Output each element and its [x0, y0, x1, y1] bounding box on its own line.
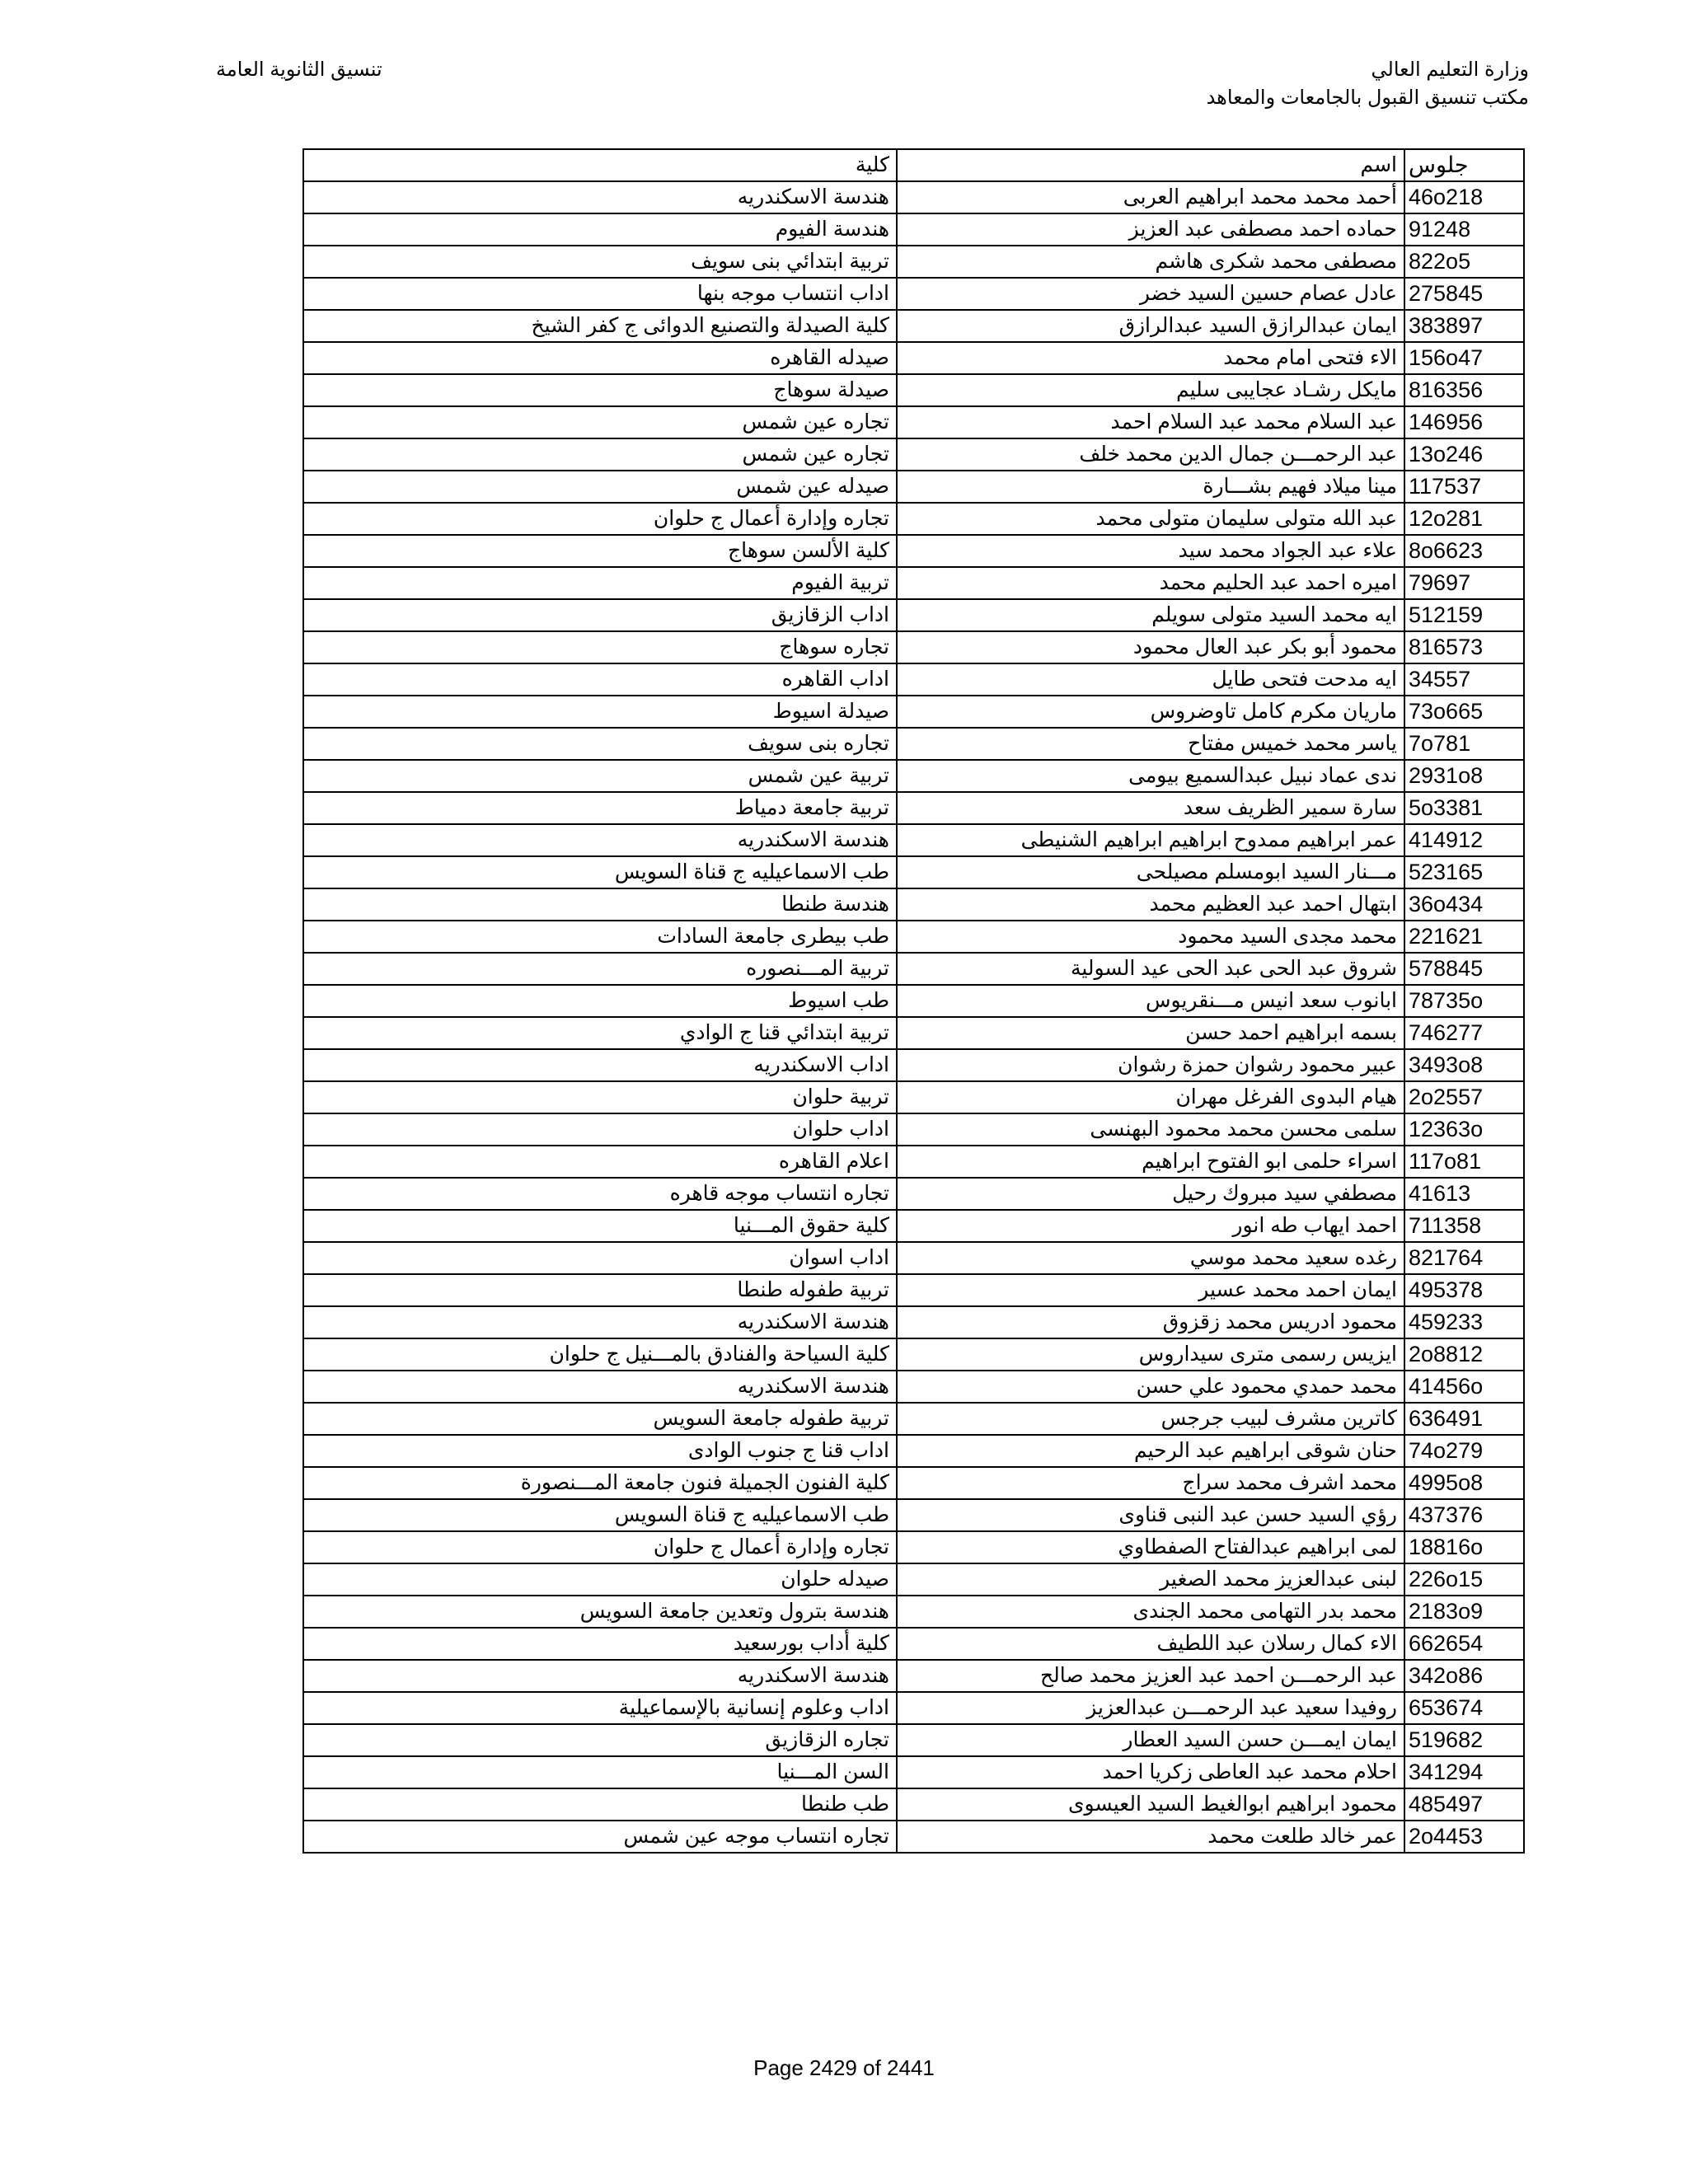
seat-number-cell: 2183o9	[1404, 1596, 1524, 1628]
table-row	[303, 1628, 1524, 1660]
seat-number-cell: 13o246	[1404, 438, 1524, 471]
faculty-cell: اعلام القاهره	[303, 1146, 897, 1178]
table-row	[303, 696, 1524, 728]
name-cell: محمود ادريس محمد زقزوق	[897, 1306, 1404, 1338]
table-row	[303, 792, 1524, 824]
name-cell: محمد اشرف محمد سراج	[897, 1467, 1404, 1499]
table-row	[303, 985, 1524, 1017]
name-cell: حنان شوقى ابراهيم عبد الرحيم	[897, 1435, 1404, 1467]
name-cell: مـــنار السيد ابومسلم مصيلحى	[897, 856, 1404, 888]
table-row	[303, 1531, 1524, 1563]
seat-number-cell: 73o665	[1404, 696, 1524, 728]
name-cell: بسمه ابراهيم احمد حسن	[897, 1017, 1404, 1049]
ministry-header	[1207, 56, 1529, 112]
seat-number-cell: 117537	[1404, 471, 1524, 503]
faculty-cell: صيدله حلوان	[303, 1563, 897, 1596]
name-cell: ايه محمد السيد متولى سويلم	[897, 599, 1404, 631]
seat-number-cell: 3493o8	[1404, 1049, 1524, 1081]
faculty-cell: اداب الاسكندريه	[303, 1049, 897, 1081]
seat-number-cell: 18816o	[1404, 1531, 1524, 1563]
seat-number-cell: 578845	[1404, 953, 1524, 985]
name-cell: عادل عصام حسين السيد خضر	[897, 278, 1404, 310]
faculty-cell: اداب القاهره	[303, 663, 897, 696]
faculty-cell: تجاره بنى سويف	[303, 728, 897, 760]
name-cell: عمر ابراهيم ممدوح ابراهيم ابراهيم الشنيطى	[897, 824, 1404, 856]
faculty-cell: تجاره سوهاج	[303, 631, 897, 663]
table-row	[303, 213, 1524, 246]
name-cell: محمود أبو بكر عبد العال محمود	[897, 631, 1404, 663]
seat-number-cell: 519682	[1404, 1724, 1524, 1756]
name-cell: اميره احمد عبد الحليم محمد	[897, 567, 1404, 599]
table-row	[303, 1242, 1524, 1274]
seat-number-cell: 7o781	[1404, 728, 1524, 760]
table-row	[303, 1146, 1524, 1178]
seat-number-cell: 341294	[1404, 1756, 1524, 1788]
name-cell: اسراء حلمى ابو الفتوح ابراهيم	[897, 1146, 1404, 1178]
table-row	[303, 406, 1524, 438]
seat-number-cell: 91248	[1404, 213, 1524, 246]
table-row	[303, 1017, 1524, 1049]
seat-number-cell: 156o47	[1404, 342, 1524, 374]
seat-number-cell: 383897	[1404, 310, 1524, 342]
office-title: مكتب تنسيق القبول بالجامعات والمعاهد	[1206, 87, 1529, 109]
name-cell: هيام البدوى الفرغل مهران	[897, 1081, 1404, 1113]
table-row	[303, 1338, 1524, 1371]
faculty-cell: صيدلة سوهاج	[303, 374, 897, 406]
faculty-cell: هندسة الاسكندريه	[303, 824, 897, 856]
table-row	[303, 374, 1524, 406]
table-row	[303, 663, 1524, 696]
seat-number-cell: 822o5	[1404, 246, 1524, 278]
seat-number-cell: 2931o8	[1404, 760, 1524, 792]
name-cell: ايه مدحت فتحى طايل	[897, 663, 1404, 696]
name-cell: رغده سعيد محمد موسي	[897, 1242, 1404, 1274]
table-header-row	[303, 149, 1524, 181]
seat-number-cell: 226o15	[1404, 1563, 1524, 1596]
name-cell: محمد مجدى السيد محمود	[897, 921, 1404, 953]
faculty-cell: اداب انتساب موجه بنها	[303, 278, 897, 310]
table-row	[303, 1274, 1524, 1306]
name-cell: عبد السلام محمد عبد السلام احمد	[897, 406, 1404, 438]
seat-number-cell: 41613	[1404, 1178, 1524, 1210]
seat-number-cell: 5o3381	[1404, 792, 1524, 824]
column-header-seat: جلوس	[1404, 149, 1524, 181]
faculty-cell: تجاره انتساب موجه قاهره	[303, 1178, 897, 1210]
seat-number-cell: 816573	[1404, 631, 1524, 663]
table-row	[303, 567, 1524, 599]
table-row	[303, 728, 1524, 760]
column-header-name: اسم	[897, 149, 1404, 181]
name-cell: مايكل رشـاد عجايبى سليم	[897, 374, 1404, 406]
table-row	[303, 471, 1524, 503]
faculty-cell: هندسة الفيوم	[303, 213, 897, 246]
seat-number-cell: 636491	[1404, 1403, 1524, 1435]
name-cell: ايمان ايمـــن حسن السيد العطار	[897, 1724, 1404, 1756]
seat-number-cell: 41456o	[1404, 1371, 1524, 1403]
table-row	[303, 1371, 1524, 1403]
faculty-cell: تجاره عين شمس	[303, 438, 897, 471]
table-row	[303, 342, 1524, 374]
faculty-cell: تربية الفيوم	[303, 567, 897, 599]
seat-number-cell: 2o2557	[1404, 1081, 1524, 1113]
table-row	[303, 503, 1524, 535]
name-cell: أحمد محمد محمد ابراهيم العربى	[897, 181, 1404, 213]
table-row	[303, 310, 1524, 342]
name-cell: شروق عبد الحى عبد الحى عيد السولية	[897, 953, 1404, 985]
faculty-cell: تربية عين شمس	[303, 760, 897, 792]
table-row	[303, 1113, 1524, 1146]
table-row	[303, 246, 1524, 278]
seat-number-cell: 437376	[1404, 1499, 1524, 1531]
faculty-cell: اداب حلوان	[303, 1113, 897, 1146]
faculty-cell: هندسة الاسكندريه	[303, 1306, 897, 1338]
faculty-cell: تربية المـــنصوره	[303, 953, 897, 985]
faculty-cell: تربية جامعة دمياط	[303, 792, 897, 824]
name-cell: ابانوب سعد انيس مـــنقريوس	[897, 985, 1404, 1017]
faculty-cell: كلية الفنون الجميلة فنون جامعة المـــنصورة	[303, 1467, 897, 1499]
name-cell: ماريان مكرم كامل تاوضروس	[897, 696, 1404, 728]
name-cell: محمود ابراهيم ابوالغيط السيد العيسوى	[897, 1788, 1404, 1821]
table-row	[303, 824, 1524, 856]
table-row	[303, 953, 1524, 985]
faculty-cell: كلية حقوق المـــنيا	[303, 1210, 897, 1242]
table-row	[303, 856, 1524, 888]
faculty-cell: اداب اسوان	[303, 1242, 897, 1274]
seat-number-cell: 512159	[1404, 599, 1524, 631]
table-row	[303, 1724, 1524, 1756]
table-row	[303, 1788, 1524, 1821]
faculty-cell: تربية ابتدائي قنا ج الوادي	[303, 1017, 897, 1049]
table-row	[303, 535, 1524, 567]
seat-number-cell: 523165	[1404, 856, 1524, 888]
seat-number-cell: 653674	[1404, 1692, 1524, 1724]
seat-number-cell: 711358	[1404, 1210, 1524, 1242]
name-cell: ندى عماد نبيل عبدالسميع بيومى	[897, 760, 1404, 792]
seat-number-cell: 459233	[1404, 1306, 1524, 1338]
table-row	[303, 1467, 1524, 1499]
name-cell: ابتهال احمد عبد العظيم محمد	[897, 888, 1404, 921]
seat-number-cell: 495378	[1404, 1274, 1524, 1306]
seat-number-cell: 12363o	[1404, 1113, 1524, 1146]
faculty-cell: تجاره وإدارة أعمال ج حلوان	[303, 503, 897, 535]
faculty-cell: تجاره عين شمس	[303, 406, 897, 438]
table-row	[303, 1821, 1524, 1853]
name-cell: عبد الله متولى سليمان متولى محمد	[897, 503, 1404, 535]
name-cell: الاء فتحى امام محمد	[897, 342, 1404, 374]
name-cell: رؤي السيد حسن عبد النبى قناوى	[897, 1499, 1404, 1531]
faculty-cell: هندسة الاسكندريه	[303, 1660, 897, 1692]
name-cell: علاء عبد الجواد محمد سيد	[897, 535, 1404, 567]
seat-number-cell: 74o279	[1404, 1435, 1524, 1467]
faculty-cell: تجاره الزقازيق	[303, 1724, 897, 1756]
seat-number-cell: 662654	[1404, 1628, 1524, 1660]
name-cell: مصطفى محمد شكرى هاشم	[897, 246, 1404, 278]
faculty-cell: تجاره وإدارة أعمال ج حلوان	[303, 1531, 897, 1563]
table-row	[303, 1756, 1524, 1788]
name-cell: احلام محمد عبد العاطى زكريا احمد	[897, 1756, 1404, 1788]
table-row	[303, 1499, 1524, 1531]
faculty-cell: طب الاسماعيليه ج قناة السويس	[303, 856, 897, 888]
name-cell: محمد حمدي محمود علي حسن	[897, 1371, 1404, 1403]
name-cell: ايمان عبدالرازق السيد عبدالرازق	[897, 310, 1404, 342]
name-cell: سلمى محسن محمد محمود البهنسى	[897, 1113, 1404, 1146]
name-cell: مينا ميلاد فهيم بشـــارة	[897, 471, 1404, 503]
faculty-cell: كلية أداب بورسعيد	[303, 1628, 897, 1660]
seat-number-cell: 4995o8	[1404, 1467, 1524, 1499]
faculty-cell: هندسة الاسكندريه	[303, 1371, 897, 1403]
seat-number-cell: 746277	[1404, 1017, 1524, 1049]
table-row	[303, 438, 1524, 471]
faculty-cell: هندسة طنطا	[303, 888, 897, 921]
results-table	[302, 148, 1525, 1854]
seat-number-cell: 79697	[1404, 567, 1524, 599]
faculty-cell: كلية الألسن سوهاج	[303, 535, 897, 567]
name-cell: عبد الرحمـــن جمال الدين محمد خلف	[897, 438, 1404, 471]
seat-number-cell: 485497	[1404, 1788, 1524, 1821]
faculty-cell: هندسة الاسكندريه	[303, 181, 897, 213]
faculty-cell: صيدله عين شمس	[303, 471, 897, 503]
table-row	[303, 1210, 1524, 1242]
seat-number-cell: 146956	[1404, 406, 1524, 438]
name-cell: مصطفي سيد مبروك رحيل	[897, 1178, 1404, 1210]
column-header-faculty: كلية	[303, 149, 897, 181]
name-cell: لمى ابراهيم عبدالفتاح الصفطاوي	[897, 1531, 1404, 1563]
seat-number-cell: 275845	[1404, 278, 1524, 310]
name-cell: روفيدا سعيد عبد الرحمـــن عبدالعزيز	[897, 1692, 1404, 1724]
table-row	[303, 921, 1524, 953]
faculty-cell: طب الاسماعيليه ج قناة السويس	[303, 1499, 897, 1531]
name-cell: ايزيس رسمى مترى سيداروس	[897, 1338, 1404, 1371]
faculty-cell: تربية حلوان	[303, 1081, 897, 1113]
seat-number-cell: 34557	[1404, 663, 1524, 696]
faculty-cell: طب بيطرى جامعة السادات	[303, 921, 897, 953]
section-title: تنسيق الثانوية العامة	[216, 59, 382, 81]
results-body	[303, 181, 1524, 1853]
table-row	[303, 1563, 1524, 1596]
name-cell: ياسر محمد خميس مفتاح	[897, 728, 1404, 760]
table-row	[303, 1178, 1524, 1210]
faculty-cell: صيدله القاهره	[303, 342, 897, 374]
page-number: Page 2429 of 2441	[753, 2055, 935, 2080]
faculty-cell: هندسة بترول وتعدين جامعة السويس	[303, 1596, 897, 1628]
table-row	[303, 599, 1524, 631]
table-row	[303, 278, 1524, 310]
faculty-cell: طب طنطا	[303, 1788, 897, 1821]
table-row	[303, 1596, 1524, 1628]
seat-number-cell: 117o81	[1404, 1146, 1524, 1178]
faculty-cell: تجاره انتساب موجه عين شمس	[303, 1821, 897, 1853]
seat-number-cell: 2o8812	[1404, 1338, 1524, 1371]
table-row	[303, 1049, 1524, 1081]
ministry-title: وزارة التعليم العالي	[1371, 59, 1529, 81]
table-row	[303, 1692, 1524, 1724]
faculty-cell: السن المـــنيا	[303, 1756, 897, 1788]
faculty-cell: كلية الصيدلة والتصنيع الدوائى ج كفر الشيخ	[303, 310, 897, 342]
name-cell: محمد بدر التهامى محمد الجندى	[897, 1596, 1404, 1628]
seat-number-cell: 8o6623	[1404, 535, 1524, 567]
seat-number-cell: 414912	[1404, 824, 1524, 856]
table-row	[303, 760, 1524, 792]
table-row	[303, 1660, 1524, 1692]
table-row	[303, 1435, 1524, 1467]
name-cell: كاترين مشرف لبيب جرجس	[897, 1403, 1404, 1435]
faculty-cell: تربية طفوله طنطا	[303, 1274, 897, 1306]
table-row	[303, 888, 1524, 921]
name-cell: احمد ايهاب طه انور	[897, 1210, 1404, 1242]
table-row	[303, 1403, 1524, 1435]
faculty-cell: تربية ابتدائي بنى سويف	[303, 246, 897, 278]
seat-number-cell: 821764	[1404, 1242, 1524, 1274]
faculty-cell: تربية طفوله جامعة السويس	[303, 1403, 897, 1435]
table-row	[303, 1306, 1524, 1338]
name-cell: عبد الرحمـــن احمد عبد العزيز محمد صالح	[897, 1660, 1404, 1692]
faculty-cell: كلية السياحة والفنادق بالمـــنيل ج حلوان	[303, 1338, 897, 1371]
seat-number-cell: 12o281	[1404, 503, 1524, 535]
name-cell: الاء كمال رسلان عبد اللطيف	[897, 1628, 1404, 1660]
faculty-cell: صيدلة اسيوط	[303, 696, 897, 728]
name-cell: سارة سمير الظريف سعد	[897, 792, 1404, 824]
seat-number-cell: 342o86	[1404, 1660, 1524, 1692]
table-row	[303, 631, 1524, 663]
name-cell: حماده احمد مصطفى عبد العزيز	[897, 213, 1404, 246]
faculty-cell: اداب وعلوم إنسانية بالإسماعيلية	[303, 1692, 897, 1724]
table-row	[303, 181, 1524, 213]
seat-number-cell: 2o4453	[1404, 1821, 1524, 1853]
name-cell: عبير محمود رشوان حمزة رشوان	[897, 1049, 1404, 1081]
name-cell: ايمان احمد محمد عسير	[897, 1274, 1404, 1306]
seat-number-cell: 78735o	[1404, 985, 1524, 1017]
faculty-cell: اداب قنا ج جنوب الوادى	[303, 1435, 897, 1467]
name-cell: عمر خالد طلعت محمد	[897, 1821, 1404, 1853]
seat-number-cell: 221621	[1404, 921, 1524, 953]
faculty-cell: اداب الزقازيق	[303, 599, 897, 631]
faculty-cell: طب اسيوط	[303, 985, 897, 1017]
seat-number-cell: 816356	[1404, 374, 1524, 406]
seat-number-cell: 36o434	[1404, 888, 1524, 921]
table-row	[303, 1081, 1524, 1113]
name-cell: لبنى عبدالعزيز محمد الصغير	[897, 1563, 1404, 1596]
seat-number-cell: 46o218	[1404, 181, 1524, 213]
